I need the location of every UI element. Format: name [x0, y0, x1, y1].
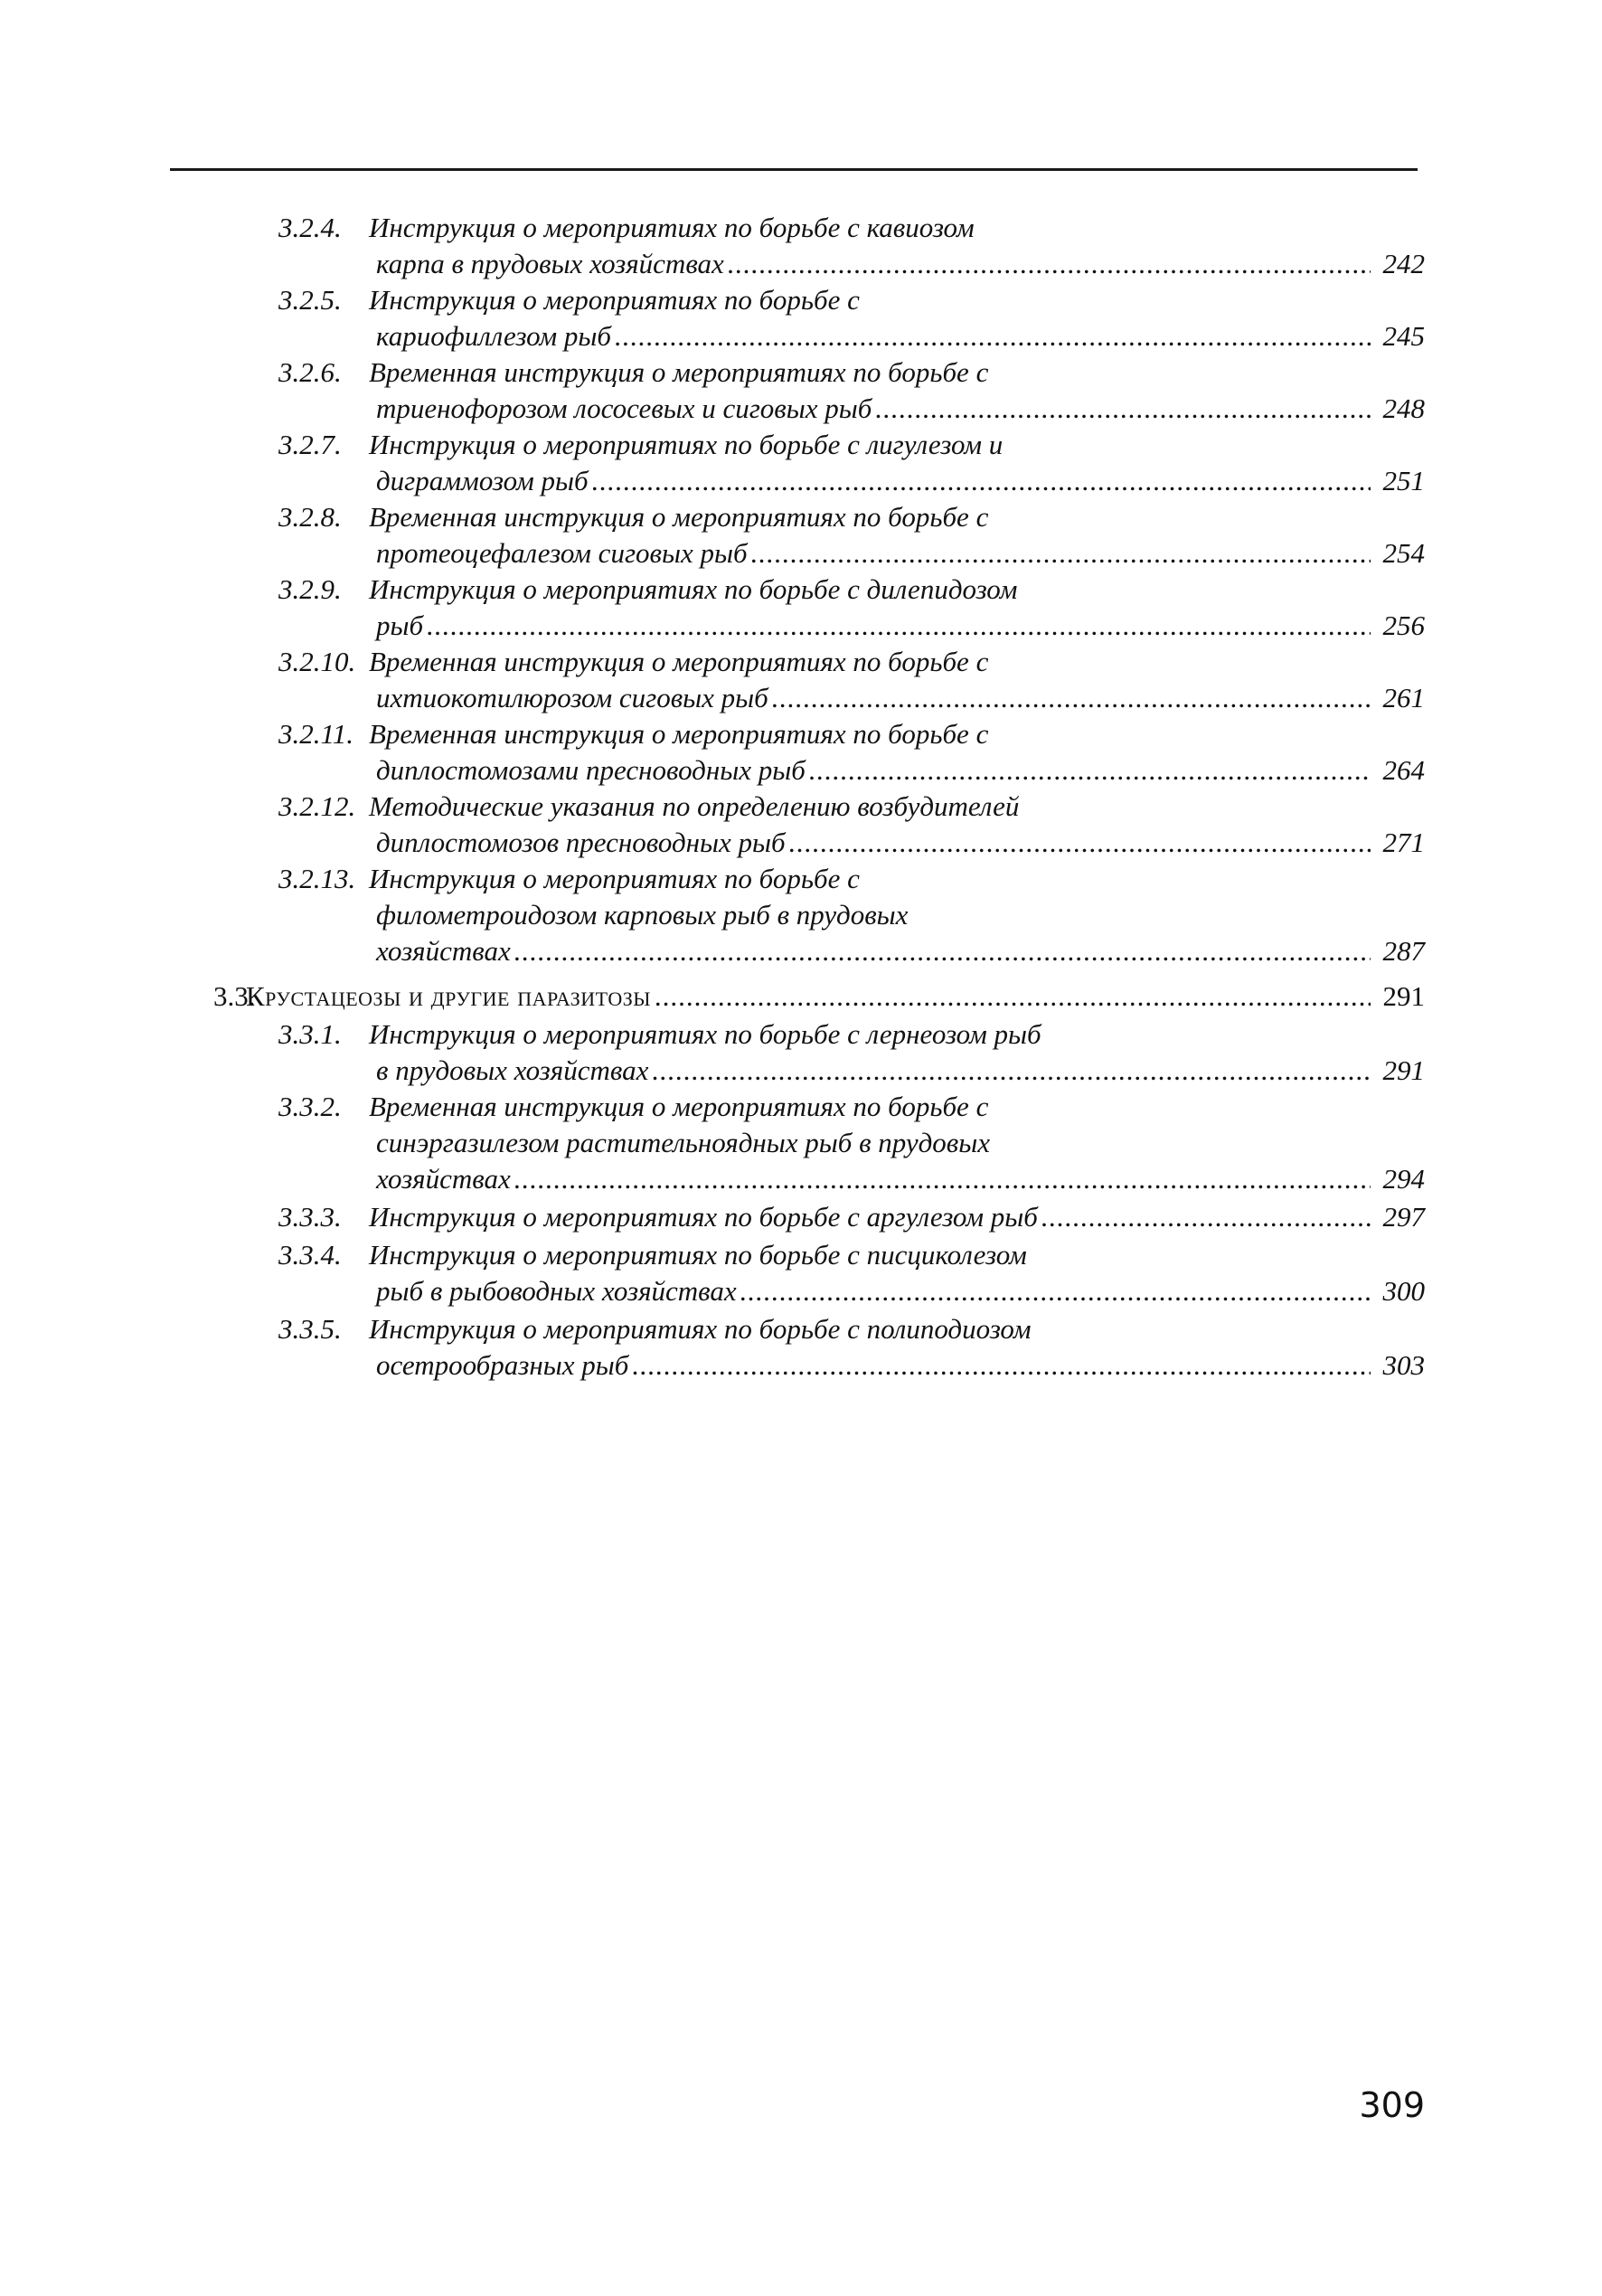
leader-dots	[514, 933, 1371, 969]
toc-entry-number: 3.2.8.	[278, 501, 342, 533]
toc-entry-number: 3.2.6.	[278, 356, 342, 388]
toc-entry	[278, 1237, 1425, 1309]
toc-entry-title: Инструкция о мероприятиях по борьбе с лернеозом рыб	[369, 1018, 1041, 1050]
toc-entry-number: 3.2.9.	[278, 573, 342, 605]
toc-entry-number: 3.3.1.	[278, 1018, 342, 1050]
toc-entry	[278, 789, 1425, 861]
toc-page-number: 256	[1382, 609, 1425, 641]
toc-entry-title: Инструкция о мероприятиях по борьбе с лигулезом и	[369, 429, 1004, 460]
toc-entry-title-cont: карпа в прудовых хозяйствах	[376, 248, 724, 279]
toc-entry-title-cont: хозяйствах	[376, 935, 511, 967]
toc-page-number: 291	[1382, 980, 1425, 1012]
page-number: 309	[1359, 2085, 1425, 2125]
leader-dots	[592, 463, 1371, 499]
toc-entry	[278, 861, 1425, 969]
toc-entry-title-cont: рыб	[376, 609, 424, 641]
leader-dots	[514, 1161, 1371, 1197]
toc-entry-title: Методические указания по определению возбудителей	[369, 790, 1020, 822]
toc-entry-title: Временная инструкция о мероприятиях по борьбе с	[369, 501, 989, 533]
toc-entry-number: 3.2.7.	[278, 429, 342, 460]
toc-entry-title-cont: рыб в рыбоводных хозяйствах	[376, 1275, 737, 1307]
toc-entry	[278, 1199, 1425, 1235]
toc-entry-title: Инструкция о мероприятиях по борьбе с кавиозом	[369, 212, 975, 243]
toc-entry-title-cont: филометроидозом карповых рыб в прудовых	[376, 899, 909, 931]
toc-entry-title-cont: осетрообразных рыб	[376, 1349, 629, 1381]
leader-dots	[427, 608, 1371, 644]
toc-page-number: 251	[1382, 465, 1425, 496]
leader-dots	[1041, 1199, 1371, 1235]
toc-entry-title-cont: синэргазилезом растительноядных рыб в прудовых	[376, 1127, 990, 1158]
toc-entry	[278, 572, 1425, 644]
toc-entry-title-cont: диграммозом рыб	[376, 465, 589, 496]
toc-page-number: 245	[1382, 320, 1425, 352]
toc-entry-title-cont: хозяйствах	[376, 1163, 511, 1195]
toc-page-number: 271	[1382, 827, 1425, 858]
toc-page-number: 261	[1382, 682, 1425, 713]
toc-entry-title-cont: диплостомозов пресноводных рыб	[376, 827, 786, 858]
toc-entry-title-cont: диплостомозами пресноводных рыб	[376, 754, 806, 786]
toc-entry-title: Инструкция о мероприятиях по борьбе с	[369, 284, 860, 316]
toc-entry-title-cont: кариофиллезом рыб	[376, 320, 612, 352]
leader-dots	[809, 752, 1371, 789]
toc-entry-number: 3.3.5.	[278, 1313, 342, 1345]
leader-dots	[655, 978, 1371, 1015]
leader-dots	[740, 1273, 1371, 1309]
leader-dots	[652, 1053, 1371, 1089]
toc-entry-title: Временная инструкция о мероприятиях по борьбе с	[369, 718, 989, 750]
toc-entry-title: Инструкция о мероприятиях по борьбе с дилепидозом	[369, 573, 1018, 605]
toc-entry	[278, 354, 1425, 427]
toc-entry-number: 3.3.2.	[278, 1091, 342, 1122]
toc-page-number: 294	[1382, 1163, 1425, 1195]
leader-dots	[772, 680, 1371, 716]
toc-entry	[278, 499, 1425, 572]
toc-entry	[278, 644, 1425, 716]
toc-page-number: 303	[1382, 1349, 1425, 1381]
toc-entry-title-cont: протеоцефалезом сиговых рыб	[376, 537, 748, 569]
toc-entry-number: 3.2.10.	[278, 646, 356, 677]
leader-dots	[632, 1347, 1371, 1384]
toc-entry-number: 3.3.3.	[278, 1201, 342, 1233]
toc-entry	[278, 1089, 1425, 1197]
toc-entry	[278, 282, 1425, 354]
toc-entry-title: Инструкция о мероприятиях по борьбе с аргулезом рыб	[369, 1201, 1038, 1233]
toc-page-number: 254	[1382, 537, 1425, 569]
toc-entry	[278, 1016, 1425, 1089]
toc-entry	[278, 427, 1425, 499]
toc-entry-title-cont: триенофорозом лососевых и сиговых рыб	[376, 392, 872, 424]
toc-entry-number: 3.3.4.	[278, 1239, 342, 1271]
toc-entry-title: Временная инструкция о мероприятиях по борьбе с	[369, 356, 989, 388]
toc-entry-number: 3.2.12.	[278, 790, 356, 822]
header-rule	[170, 168, 1418, 171]
toc-entry-title-cont: ихтиокотилюрозом сиговых рыб	[376, 682, 768, 713]
toc-entry-title: Временная инструкция о мероприятиях по борьбе с	[369, 1091, 989, 1122]
toc-entry-title: Временная инструкция о мероприятиях по борьбе с	[369, 646, 989, 677]
leader-dots	[751, 535, 1371, 572]
toc-page-number: 264	[1382, 754, 1425, 786]
toc-page-number: 291	[1382, 1054, 1425, 1086]
leader-dots	[875, 391, 1371, 427]
toc-page-number: 248	[1382, 392, 1425, 424]
toc-entry-number: 3.2.13.	[278, 863, 356, 894]
toc-entry	[278, 716, 1425, 789]
toc-entry-title-cont: в прудовых хозяйствах	[376, 1054, 649, 1086]
toc-entry-number: 3.2.4.	[278, 212, 342, 243]
toc-entry-number: 3.2.5.	[278, 284, 342, 316]
toc-entry-title: Инструкция о мероприятиях по борьбе с полиподиозом	[369, 1313, 1032, 1345]
toc-entry-title: Инструкция о мероприятиях по борьбе с писциколезом	[369, 1239, 1027, 1271]
toc-entry-number: 3.2.11.	[278, 718, 353, 750]
toc-page-number: 297	[1382, 1201, 1425, 1233]
toc-page-number: 287	[1382, 935, 1425, 967]
toc-section-number: 3.3.	[213, 980, 256, 1012]
toc-page-number: 300	[1382, 1275, 1425, 1307]
leader-dots	[789, 825, 1371, 861]
toc-entry	[278, 1311, 1425, 1384]
leader-dots	[728, 246, 1371, 282]
toc-section-entry	[213, 978, 1425, 1015]
toc-entry	[278, 210, 1425, 282]
toc-page-number: 242	[1382, 248, 1425, 279]
leader-dots	[615, 318, 1371, 354]
toc-section-title: Крустацеозы и другие паразитозы	[246, 980, 651, 1012]
toc-entry-title: Инструкция о мероприятиях по борьбе с	[369, 863, 860, 894]
